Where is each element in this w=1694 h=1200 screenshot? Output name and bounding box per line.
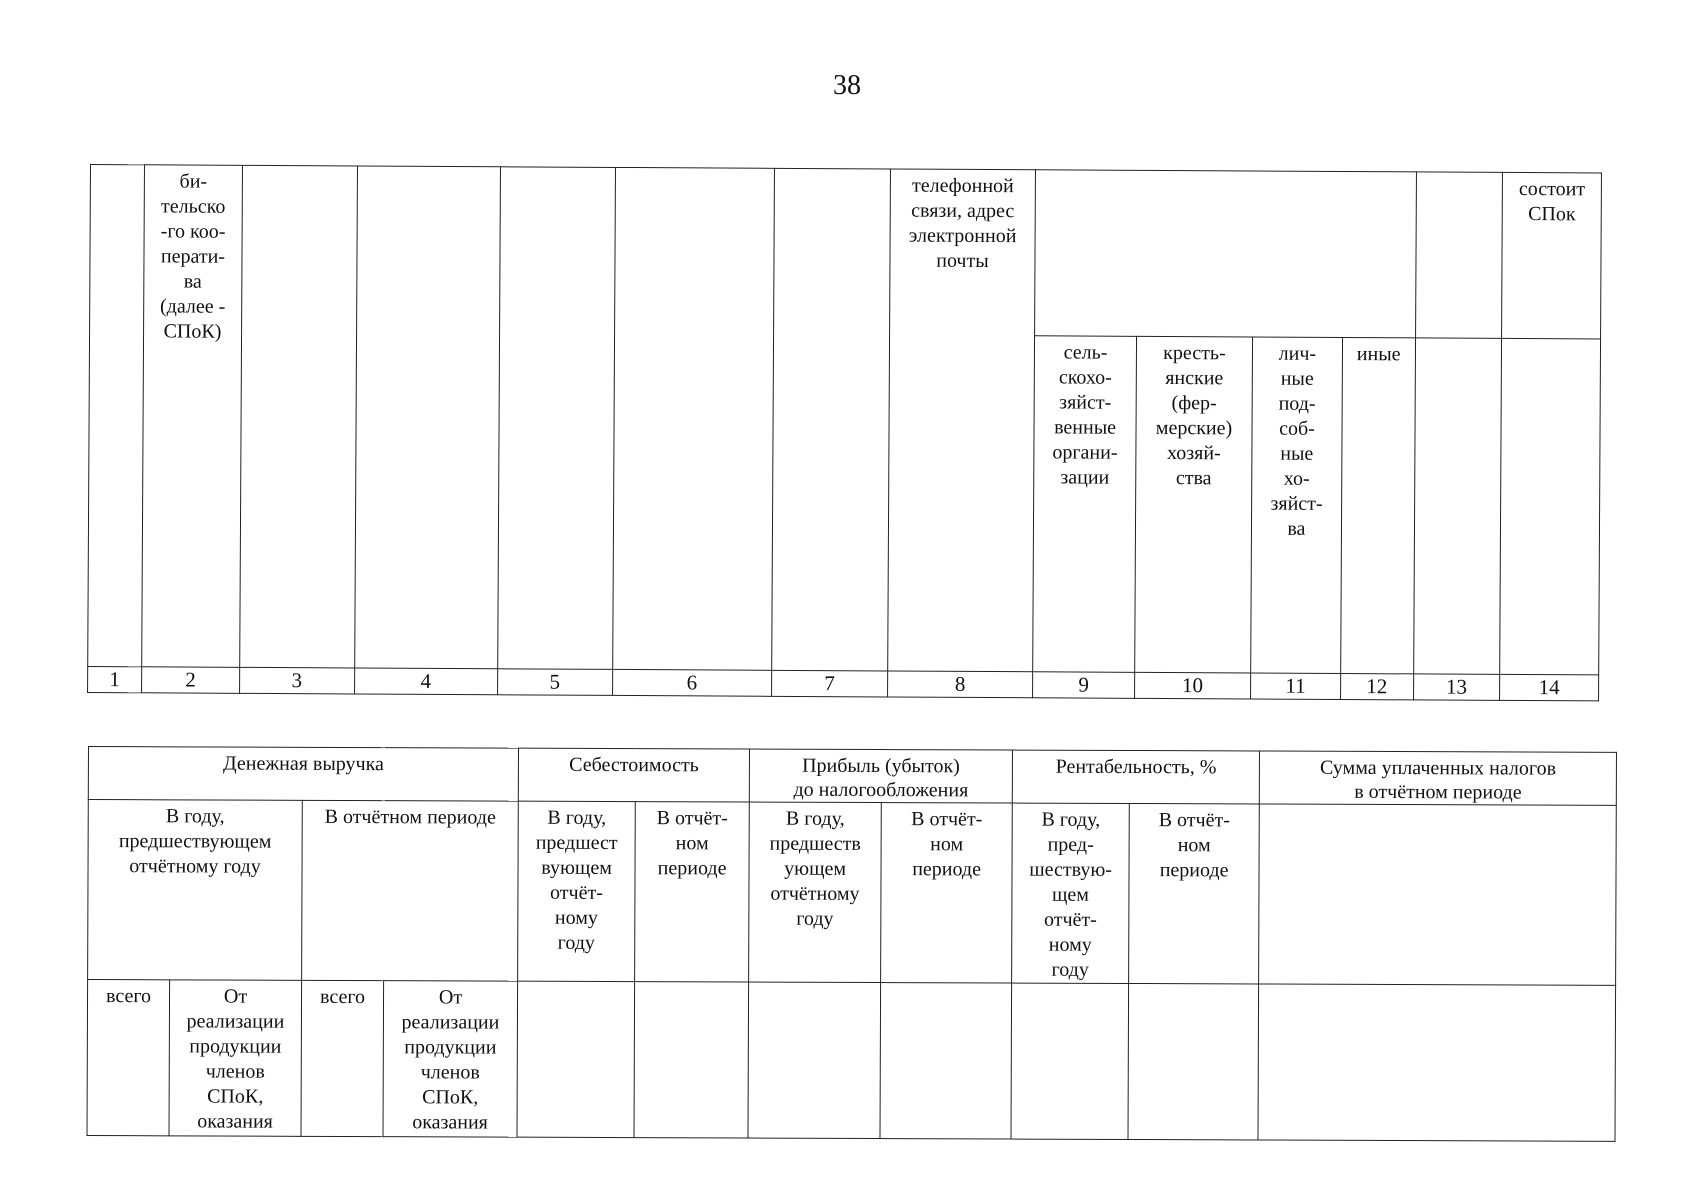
column-number: 8 — [887, 671, 1032, 698]
column-number: 14 — [1500, 674, 1599, 701]
column-number: 4 — [354, 668, 497, 695]
cost-report-period-header: В отчёт- ном периоде — [635, 802, 750, 982]
cost-report-period-cell — [634, 982, 749, 1138]
profit-report-period-header: В отчёт- ном периоде — [881, 803, 1013, 984]
top-col-12-header: иные — [1341, 337, 1415, 673]
top-col-13-header — [1415, 172, 1503, 338]
top-col-6-header — [612, 167, 774, 670]
column-number: 13 — [1413, 674, 1500, 700]
profitability-header: Рентабельность, % — [1012, 750, 1259, 804]
column-number: 12 — [1340, 673, 1413, 699]
column-number: 11 — [1250, 673, 1340, 700]
top-group-header-9-12 — [1035, 170, 1416, 338]
cost-prev-year-cell — [517, 981, 635, 1137]
taxes-cell — [1258, 984, 1616, 1141]
profit-prev-year-cell — [748, 982, 881, 1139]
revenue-header: Денежная выручка — [88, 747, 518, 802]
profit-header: Прибыль (убыток) до налогообложения — [749, 749, 1012, 803]
page-number: 38 — [833, 70, 861, 101]
top-col-11-header: лич- ные под- соб- ные хо- зяйст- ва — [1251, 337, 1343, 673]
profitability-report-period-cell — [1128, 983, 1259, 1139]
taxes-sub-header — [1259, 804, 1617, 985]
column-number: 7 — [771, 670, 887, 697]
top-col-13-sub — [1413, 338, 1502, 674]
top-col-8-header: телефонной связи, адрес электронной почты — [888, 169, 1036, 672]
top-col-2-header: би- тельско -го коо- перати- ва (далее - СПоК) — [142, 165, 242, 668]
revenue-report-period-header: В отчётном периоде — [302, 800, 519, 981]
top-col-3-header — [239, 165, 357, 668]
cost-header: Себестоимость — [518, 748, 749, 802]
top-col-7-header — [772, 168, 891, 671]
column-number: 2 — [142, 667, 240, 694]
revenue-from-members-1: От реализации продукции членов СПоК, оказания — [169, 980, 302, 1137]
profitability-prev-year-cell — [1011, 983, 1129, 1139]
column-number: 1 — [88, 666, 142, 692]
taxes-header: Сумма уплаченных налогов в отчётном периоде — [1259, 751, 1616, 805]
top-col-4-header — [354, 166, 500, 669]
revenue-total-2: всего — [301, 980, 384, 1136]
table-top — [87, 164, 1602, 701]
top-col-14-header: состоит СПок — [1502, 172, 1602, 339]
column-number: 5 — [497, 669, 612, 696]
top-col-9-header: сель- скохо- зяйст- венные органи- зации — [1033, 336, 1137, 673]
profit-report-period-cell — [880, 983, 1012, 1140]
column-number: 6 — [612, 669, 771, 696]
top-col-5-header — [497, 167, 615, 670]
revenue-prev-year-header: В году, предшествующем отчётному году — [88, 800, 303, 981]
top-col-14-sub — [1500, 338, 1601, 675]
revenue-from-members-2: От реализации продукции членов СПоК, оказания — [383, 981, 518, 1138]
column-number: 9 — [1033, 672, 1135, 699]
revenue-total-1: всего — [87, 980, 170, 1136]
column-number: 10 — [1135, 672, 1251, 699]
profitability-prev-year-header: В году, пред- шествую- щем отчёт- ному году — [1012, 803, 1130, 983]
top-col-10-header: кресть- янские (фер- мерские) хозяй- ства — [1135, 336, 1253, 673]
table-bottom — [87, 746, 1618, 1142]
top-col-1-header — [88, 165, 145, 667]
profit-prev-year-header: В году, предшеств ующем отчётному году — [749, 802, 882, 983]
column-number: 3 — [239, 667, 354, 694]
cost-prev-year-header: В году, предшест вующем отчёт- ному году — [518, 801, 636, 981]
profitability-report-period-header: В отчёт- ном периоде — [1129, 803, 1260, 983]
